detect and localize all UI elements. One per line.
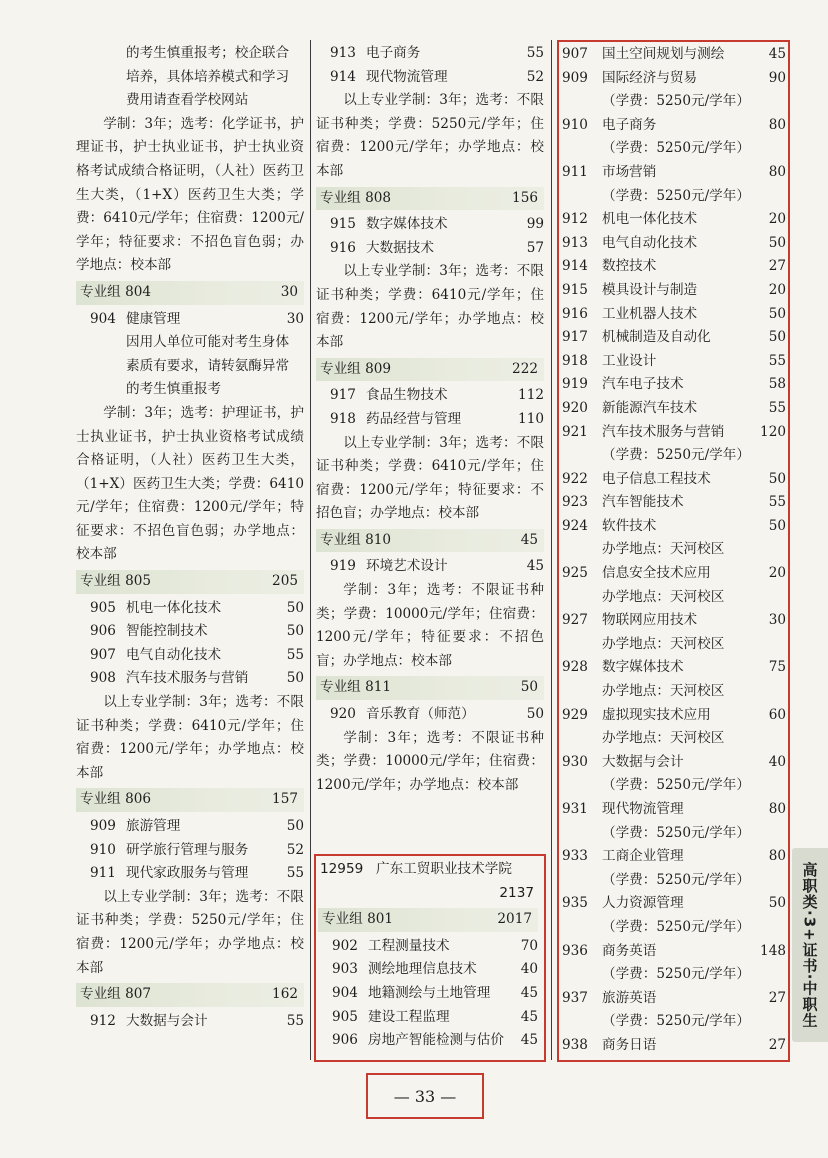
major-row bbox=[76, 667, 304, 691]
major-code: 904 bbox=[332, 984, 358, 1001]
major-note: （学费：5250元/学年） bbox=[602, 966, 750, 983]
major-count: 112 bbox=[518, 387, 544, 404]
major-note: （学费：5250元/学年） bbox=[602, 187, 750, 204]
major-count: 55 bbox=[526, 45, 544, 61]
major-row bbox=[318, 1029, 538, 1053]
major-code: 904 bbox=[90, 310, 116, 327]
major-row bbox=[562, 114, 786, 138]
side-tab-text: 高职类·3+证书·中职生 bbox=[800, 861, 819, 1029]
major-row bbox=[562, 350, 786, 374]
major-code: 910 bbox=[90, 841, 116, 858]
major-note: （学费：5250元/学年） bbox=[602, 871, 750, 888]
major-name: 电子信息工程技术 bbox=[602, 470, 711, 487]
group-count: 50 bbox=[520, 679, 538, 696]
major-code: 909 bbox=[562, 69, 588, 86]
group-count: 222 bbox=[512, 360, 538, 377]
major-code: 915 bbox=[562, 281, 588, 298]
major-row bbox=[316, 384, 544, 408]
major-code: 907 bbox=[562, 46, 588, 62]
major-name: 信息安全技术应用 bbox=[602, 565, 711, 582]
major-row bbox=[76, 308, 304, 332]
major-row bbox=[562, 161, 786, 185]
major-count: 60 bbox=[768, 706, 786, 723]
major-name: 国土空间规划与测绘 bbox=[602, 46, 725, 62]
major-note bbox=[76, 331, 304, 402]
major-note: （学费：5250元/学年） bbox=[602, 1013, 750, 1030]
major-row bbox=[318, 1006, 538, 1030]
major-count: 55 bbox=[768, 399, 786, 416]
major-count: 55 bbox=[768, 494, 786, 511]
major-row bbox=[562, 303, 786, 327]
major-name: 工业机器人技术 bbox=[602, 305, 698, 322]
major-code: 920 bbox=[330, 706, 356, 723]
school-code: 12959 bbox=[320, 861, 364, 877]
major-code: 922 bbox=[562, 470, 588, 487]
major-note: 办学地点：天河校区 bbox=[602, 730, 725, 747]
major-count: 45 bbox=[520, 984, 538, 1001]
page-number bbox=[366, 1073, 484, 1119]
major-count: 27 bbox=[768, 258, 786, 275]
major-code: 906 bbox=[332, 1032, 358, 1049]
major-count: 75 bbox=[768, 659, 786, 676]
major-name: 数字媒体技术 bbox=[602, 659, 684, 676]
major-row bbox=[562, 373, 786, 397]
major-count: 50 bbox=[768, 470, 786, 487]
major-name: 工程测量技术 bbox=[368, 937, 450, 954]
major-name: 电气自动化技术 bbox=[602, 234, 698, 251]
major-name: 数控技术 bbox=[602, 258, 657, 275]
school-total: 2137 bbox=[499, 884, 534, 901]
major-code: 910 bbox=[562, 116, 588, 133]
major-name: 智能控制技术 bbox=[126, 623, 208, 640]
major-row bbox=[318, 982, 538, 1006]
major-name: 新能源汽车技术 bbox=[602, 399, 698, 416]
major-name: 模具设计与制造 bbox=[602, 281, 698, 298]
group-header-808 bbox=[316, 187, 544, 211]
major-count: 40 bbox=[520, 961, 538, 978]
major-code: 924 bbox=[562, 517, 588, 534]
major-row bbox=[562, 656, 786, 680]
major-name: 大数据技术 bbox=[366, 239, 434, 256]
major-code: 905 bbox=[332, 1008, 358, 1025]
group-label: 专业组 807 bbox=[80, 986, 152, 1003]
major-count: 20 bbox=[768, 211, 786, 228]
major-code: 928 bbox=[562, 659, 588, 676]
major-row bbox=[562, 515, 786, 539]
major-code: 916 bbox=[562, 305, 588, 322]
major-count: 27 bbox=[768, 1036, 786, 1053]
major-code: 911 bbox=[562, 163, 588, 180]
major-name: 机电一体化技术 bbox=[602, 211, 698, 228]
group-count: 157 bbox=[272, 791, 298, 808]
group-header-806 bbox=[76, 788, 304, 812]
major-name: 软件技术 bbox=[602, 517, 657, 534]
major-count: 110 bbox=[518, 410, 544, 427]
major-code: 919 bbox=[562, 376, 588, 393]
major-count: 55 bbox=[286, 646, 304, 663]
major-row bbox=[76, 862, 304, 886]
major-count: 20 bbox=[768, 565, 786, 582]
major-code: 905 bbox=[90, 599, 116, 616]
group-label: 专业组 808 bbox=[320, 189, 392, 206]
major-count: 50 bbox=[768, 329, 786, 346]
major-code: 921 bbox=[562, 423, 588, 440]
major-code: 916 bbox=[330, 239, 356, 256]
major-code: 917 bbox=[562, 329, 588, 346]
major-code: 929 bbox=[562, 706, 588, 723]
group-count: 45 bbox=[520, 531, 538, 548]
major-row bbox=[76, 839, 304, 863]
major-code: 930 bbox=[562, 753, 588, 770]
major-code: 902 bbox=[332, 937, 358, 954]
note-line: 的考生慎重报考 bbox=[126, 381, 222, 398]
major-count: 40 bbox=[768, 753, 786, 770]
group-header-810 bbox=[316, 529, 544, 553]
group-header-801 bbox=[318, 908, 538, 932]
major-row bbox=[562, 940, 786, 964]
major-count: 50 bbox=[768, 895, 786, 912]
major-name: 大数据与会计 bbox=[126, 1012, 208, 1029]
major-code: 906 bbox=[90, 623, 116, 640]
major-code: 938 bbox=[562, 1036, 588, 1053]
major-count: 45 bbox=[768, 46, 786, 62]
major-code: 909 bbox=[90, 818, 116, 834]
major-name: 食品生物技术 bbox=[366, 387, 448, 404]
major-name: 工商企业管理 bbox=[602, 848, 684, 865]
column-3 bbox=[562, 43, 786, 1058]
group-header-804 bbox=[76, 281, 304, 305]
group-label: 专业组 801 bbox=[322, 911, 394, 928]
major-code: 912 bbox=[90, 1012, 116, 1029]
requirements-paragraph: 以上专业学制：3年；选考：不限证书种类；学费：5250元/学年；住宿费：1200元/学年；办学地点：校本部 bbox=[316, 92, 544, 179]
major-code: 917 bbox=[330, 387, 356, 404]
major-name: 电子商务 bbox=[366, 45, 421, 61]
group-count: 2017 bbox=[497, 911, 532, 928]
group-count: 156 bbox=[512, 189, 538, 206]
major-count: 55 bbox=[286, 865, 304, 882]
major-row bbox=[562, 421, 786, 445]
group-label: 专业组 811 bbox=[320, 679, 392, 696]
major-code: 935 bbox=[562, 895, 588, 912]
major-name: 汽车智能技术 bbox=[602, 494, 684, 511]
major-code: 918 bbox=[562, 352, 588, 369]
major-row bbox=[562, 43, 786, 67]
major-row bbox=[562, 491, 786, 515]
requirements-paragraph: 以上专业学制：3年；选考：不限证书种类；学费：6410元/学年；住宿费：1200元/学年；办学地点：校本部 bbox=[76, 694, 304, 781]
major-count: 45 bbox=[520, 1008, 538, 1025]
major-name: 药品经营与管理 bbox=[366, 410, 462, 427]
major-code: 923 bbox=[562, 494, 588, 511]
major-name: 机械制造及自动化 bbox=[602, 329, 711, 346]
school-block bbox=[314, 854, 546, 1062]
major-row bbox=[562, 892, 786, 916]
group-count: 205 bbox=[272, 573, 298, 590]
major-row bbox=[318, 935, 538, 959]
major-code: 936 bbox=[562, 942, 588, 959]
major-list bbox=[562, 43, 786, 1058]
column-divider bbox=[310, 40, 311, 1060]
requirements-paragraph: 学制：3年；选考：化学证书，护理证书，护士执业证书，护士执业资格考试成绩合格证明，（人社）医药卫生大类，（1+X）医药卫生大类；学费：6410元/学年；住宿费：1200元/学年；特征要求：不招色盲色弱；办学地点：校本部 bbox=[76, 115, 304, 274]
major-count: 50 bbox=[768, 517, 786, 534]
major-count: 148 bbox=[760, 942, 786, 959]
major-name: 建设工程监理 bbox=[368, 1008, 450, 1025]
major-name: 人力资源管理 bbox=[602, 895, 684, 912]
group-count: 30 bbox=[280, 283, 298, 300]
group-806-majors bbox=[76, 815, 304, 886]
major-row bbox=[316, 555, 544, 579]
group-header-807 bbox=[76, 983, 304, 1007]
major-row bbox=[562, 326, 786, 350]
major-name: 旅游英语 bbox=[602, 989, 657, 1006]
major-row bbox=[562, 845, 786, 869]
requirements-paragraph: 学制：3年；选考：不限证书种类；学费：10000元/学年；住宿费：1200元/学年；办学地点：校本部 bbox=[316, 729, 544, 793]
major-row bbox=[562, 468, 786, 492]
side-tab bbox=[792, 848, 828, 1042]
major-code: 911 bbox=[90, 865, 116, 882]
school-name: 广东工贸职业技术学院 bbox=[376, 861, 512, 877]
major-note: 办学地点：天河校区 bbox=[602, 588, 725, 605]
major-note: （学费：5250元/学年） bbox=[602, 140, 750, 157]
major-code: 912 bbox=[562, 211, 588, 228]
requirements-paragraph: 以上专业学制：3年；选考：不限证书种类；学费：5250元/学年；住宿费：1200元/学年；办学地点：校本部 bbox=[76, 888, 304, 976]
major-row bbox=[76, 644, 304, 668]
major-code: 937 bbox=[562, 989, 588, 1006]
major-name: 市场营销 bbox=[602, 163, 657, 180]
major-name: 国际经济与贸易 bbox=[602, 69, 698, 86]
page-number-text: — 33 — bbox=[393, 1086, 457, 1106]
major-note: 办学地点：天河校区 bbox=[602, 541, 725, 558]
major-row bbox=[562, 1034, 786, 1058]
major-name: 商务日语 bbox=[602, 1036, 657, 1053]
major-row bbox=[562, 798, 786, 822]
column-2 bbox=[316, 42, 544, 797]
major-count: 80 bbox=[768, 116, 786, 133]
major-code: 918 bbox=[330, 410, 356, 427]
major-count: 20 bbox=[768, 281, 786, 298]
major-count: 30 bbox=[286, 310, 304, 327]
major-note: （学费：5250元/学年） bbox=[602, 777, 750, 794]
group-header-809 bbox=[316, 358, 544, 382]
note-line: 培养，具体培养模式和学习 bbox=[126, 68, 290, 85]
group-header-805 bbox=[76, 570, 304, 594]
major-name: 机电一体化技术 bbox=[126, 599, 222, 616]
group-805-majors bbox=[76, 597, 304, 691]
major-name: 电气自动化技术 bbox=[126, 646, 222, 663]
major-count: 50 bbox=[286, 670, 304, 687]
major-code: 913 bbox=[330, 45, 356, 61]
major-row bbox=[562, 562, 786, 586]
group-label: 专业组 806 bbox=[80, 791, 152, 808]
note-line: 因用人单位可能对考生身体 bbox=[126, 334, 290, 351]
major-name: 健康管理 bbox=[126, 310, 181, 327]
major-name: 房地产智能检测与估价 bbox=[368, 1032, 504, 1049]
group-label: 专业组 810 bbox=[320, 531, 392, 548]
major-name: 物联网应用技术 bbox=[602, 612, 698, 629]
major-name: 商务英语 bbox=[602, 942, 657, 959]
major-count: 50 bbox=[768, 234, 786, 251]
major-count: 50 bbox=[286, 623, 304, 640]
major-row bbox=[316, 42, 544, 66]
major-count: 45 bbox=[520, 1032, 538, 1049]
major-name: 数字媒体技术 bbox=[366, 216, 448, 233]
school-title bbox=[318, 858, 538, 882]
major-row bbox=[562, 67, 786, 91]
group-label: 专业组 804 bbox=[80, 283, 152, 300]
major-note: （学费：5250元/学年） bbox=[602, 918, 750, 935]
major-count: 80 bbox=[768, 801, 786, 817]
major-note: 办学地点：天河校区 bbox=[602, 635, 725, 652]
major-count: 55 bbox=[768, 352, 786, 369]
major-name: 研学旅行管理与服务 bbox=[126, 841, 249, 858]
major-code: 914 bbox=[562, 258, 588, 275]
major-note: （学费：5250元/学年） bbox=[602, 93, 750, 110]
major-count: 52 bbox=[286, 841, 304, 858]
major-row bbox=[562, 987, 786, 1011]
requirements-paragraph: 以上专业学制：3年；选考：不限证书种类；学费：6410元/学年；住宿费：1200元/学年；特征要求：不招色盲；办学地点：校本部 bbox=[316, 434, 544, 522]
column-1 bbox=[76, 42, 304, 1033]
requirements-paragraph: 学制：3年；选考：不限证书种类；学费：10000元/学年；住宿费：1200元/学年；特征要求：不招色盲；办学地点：校本部 bbox=[316, 582, 544, 669]
group-label: 专业组 809 bbox=[320, 360, 392, 377]
major-count: 99 bbox=[526, 216, 544, 233]
major-count: 55 bbox=[286, 1012, 304, 1029]
major-name: 虚拟现实技术应用 bbox=[602, 706, 711, 723]
major-row bbox=[76, 597, 304, 621]
requirements-paragraph: 以上专业学制：3年；选考：不限证书种类；学费：6410元/学年；住宿费：1200元/学年；办学地点：校本部 bbox=[316, 263, 544, 351]
major-code: 920 bbox=[562, 399, 588, 416]
major-row bbox=[316, 703, 544, 727]
major-count: 27 bbox=[768, 989, 786, 1006]
major-name: 现代物流管理 bbox=[602, 801, 684, 817]
group-label: 专业组 805 bbox=[80, 573, 152, 590]
major-row bbox=[562, 751, 786, 775]
major-count: 30 bbox=[768, 612, 786, 629]
note-line: 素质有要求，请转氨酶异常 bbox=[126, 357, 290, 374]
major-note: （学费：5250元/学年） bbox=[602, 447, 750, 464]
major-row bbox=[562, 208, 786, 232]
major-code: 907 bbox=[90, 646, 116, 663]
major-code: 933 bbox=[562, 848, 588, 865]
major-count: 52 bbox=[526, 68, 544, 85]
major-name: 汽车技术服务与营销 bbox=[602, 423, 725, 440]
major-code: 903 bbox=[332, 961, 358, 978]
major-code: 927 bbox=[562, 612, 588, 629]
major-name: 现代家政服务与管理 bbox=[126, 865, 249, 882]
group-header-811 bbox=[316, 676, 544, 700]
major-row bbox=[316, 66, 544, 90]
major-count: 57 bbox=[526, 239, 544, 256]
major-count: 120 bbox=[760, 423, 786, 440]
major-count: 90 bbox=[768, 69, 786, 86]
major-note: 办学地点：天河校区 bbox=[602, 683, 725, 700]
major-note: （学费：5250元/学年） bbox=[602, 824, 750, 841]
major-name: 大数据与会计 bbox=[602, 753, 684, 770]
major-count: 45 bbox=[526, 558, 544, 575]
major-row bbox=[562, 397, 786, 421]
major-code: 925 bbox=[562, 565, 588, 582]
major-row bbox=[318, 958, 538, 982]
major-count: 50 bbox=[286, 818, 304, 834]
major-code: 908 bbox=[90, 670, 116, 687]
requirements-paragraph: 学制：3年；选考：护理证书，护士执业证书，护士执业资格考试成绩合格证明，（人社）医药卫生大类，（1+X）医药卫生大类；学费：6410元/学年；住宿费：1200元/学年；特征要求：不招色盲色弱；办学地点：校本部 bbox=[76, 404, 304, 563]
note-line: 的考生慎重报考；校企联合 bbox=[126, 45, 290, 61]
major-row bbox=[76, 620, 304, 644]
major-name: 电子商务 bbox=[602, 116, 657, 133]
note-line: 费用请查看学校网站 bbox=[126, 92, 249, 109]
major-name: 环境艺术设计 bbox=[366, 558, 448, 575]
major-row bbox=[562, 609, 786, 633]
major-count: 50 bbox=[768, 305, 786, 322]
major-row bbox=[562, 255, 786, 279]
major-code: 931 bbox=[562, 801, 588, 817]
major-count: 80 bbox=[768, 848, 786, 865]
major-count: 50 bbox=[286, 599, 304, 616]
major-name: 汽车技术服务与营销 bbox=[126, 670, 249, 687]
major-name: 汽车电子技术 bbox=[602, 376, 684, 393]
major-code: 919 bbox=[330, 558, 356, 575]
major-row bbox=[562, 232, 786, 256]
major-row bbox=[562, 704, 786, 728]
major-count: 58 bbox=[768, 376, 786, 393]
major-count: 70 bbox=[520, 937, 538, 954]
major-name: 现代物流管理 bbox=[366, 68, 448, 85]
major-count: 50 bbox=[526, 706, 544, 723]
major-code: 914 bbox=[330, 68, 356, 85]
major-row bbox=[562, 279, 786, 303]
major-row bbox=[316, 237, 544, 261]
lead-note bbox=[76, 42, 304, 113]
major-row bbox=[76, 1010, 304, 1034]
major-code: 913 bbox=[562, 234, 588, 251]
major-row bbox=[316, 408, 544, 432]
major-name: 测绘地理信息技术 bbox=[368, 961, 477, 978]
major-name: 旅游管理 bbox=[126, 818, 181, 834]
column-divider bbox=[551, 40, 552, 1060]
major-row bbox=[76, 815, 304, 839]
major-row bbox=[316, 213, 544, 237]
group-count: 162 bbox=[272, 986, 298, 1003]
major-name: 音乐教育（师范） bbox=[366, 706, 475, 723]
major-name: 地籍测绘与土地管理 bbox=[368, 984, 491, 1001]
major-code: 915 bbox=[330, 216, 356, 233]
major-count: 80 bbox=[768, 163, 786, 180]
major-name: 工业设计 bbox=[602, 352, 657, 369]
